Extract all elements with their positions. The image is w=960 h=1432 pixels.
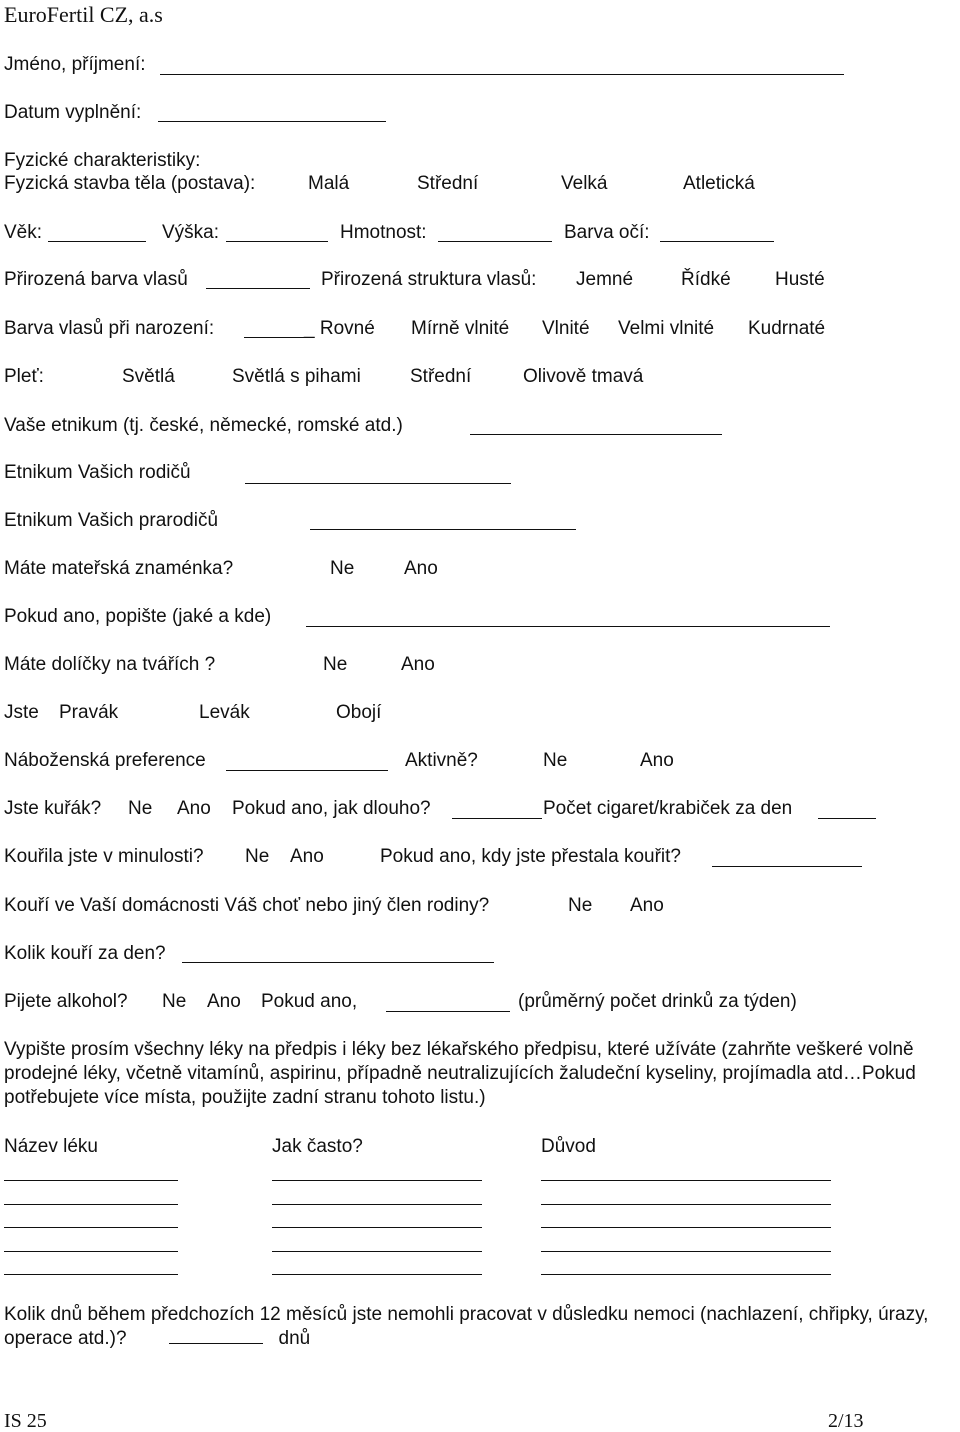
footer-code: IS 25 — [4, 1410, 47, 1432]
alcohol-no[interactable]: Ne — [162, 991, 187, 1012]
how-long-field[interactable] — [452, 818, 542, 819]
weight-field[interactable] — [438, 241, 552, 242]
meds-header-name: Název léku — [4, 1136, 98, 1157]
dimples-label: Máte dolíčky na tvářích ? — [4, 654, 216, 675]
hair-option-thick[interactable]: Husté — [775, 269, 825, 290]
hand-option-both[interactable]: Obojí — [336, 702, 382, 723]
sick-days-text: Kolik dnů během předchozích 12 měsíců jste nemohli pracovat v důsledku nemoci (nachlazení, chřipky, úrazy, operace atd.)? — [4, 1304, 929, 1349]
skin-option-medium[interactable]: Střední — [410, 366, 472, 387]
meds-row-5-frequency-field[interactable] — [272, 1274, 482, 1275]
meds-header-frequency: Jak často? — [272, 1136, 363, 1157]
smoker-no[interactable]: Ne — [128, 798, 153, 819]
meds-row-3-frequency-field[interactable] — [272, 1227, 482, 1228]
meds-header-reason: Důvod — [541, 1136, 596, 1157]
birth-hair-option-straight[interactable]: _ Rovné — [304, 318, 375, 339]
cigarettes-field[interactable] — [818, 818, 876, 819]
hand-option-right[interactable]: Pravák — [59, 702, 119, 723]
meds-row-1-reason-field[interactable] — [541, 1180, 831, 1181]
name-label: Jméno, příjmení: — [4, 54, 146, 75]
age-label: Věk: — [4, 222, 43, 243]
alcohol-avg-label: (průměrný počet drinků za týden) — [518, 991, 797, 1012]
ethnic-grandparents-field[interactable] — [310, 529, 576, 530]
active-label: Aktivně? — [405, 750, 478, 771]
ethnic-parents-field[interactable] — [245, 483, 511, 484]
moles-label: Máte mateřská znaménka? — [4, 558, 234, 579]
religion-field[interactable] — [226, 770, 388, 771]
build-option-large[interactable]: Velká — [561, 173, 608, 194]
eye-field[interactable] — [660, 241, 774, 242]
quit-label: Pokud ano, kdy jste přestala kouřit? — [380, 846, 682, 867]
smoker-yes[interactable]: Ano — [177, 798, 211, 819]
phys-heading: Fyzické charakteristiky: — [4, 150, 201, 171]
hair-color-label: Přirozená barva vlasů — [4, 269, 188, 290]
hair-option-fine[interactable]: Jemné — [576, 269, 634, 290]
meds-row-4-frequency-field[interactable] — [272, 1251, 482, 1252]
meds-row-5-reason-field[interactable] — [541, 1274, 831, 1275]
alcohol-field[interactable] — [386, 1011, 510, 1012]
sick-days-unit: dnů — [278, 1328, 311, 1349]
date-label: Datum vyplnění: — [4, 102, 142, 123]
build-option-athletic[interactable]: Atletická — [683, 173, 755, 194]
past-smoker-label: Kouřila jste v minulosti? — [4, 846, 204, 867]
meds-row-3-reason-field[interactable] — [541, 1227, 831, 1228]
dimples-no[interactable]: Ne — [323, 654, 348, 675]
birth-hair-option-curly[interactable]: Kudrnaté — [748, 318, 826, 339]
meds-instructions: Vypište prosím všechny léky na předpis i léky bez lékařského předpisu, které užíváte (zahrňte veškeré volně prodejné léky, včetně vitamínů, aspirinu, případně neutralizujících žaludeční kyseliny, projímadla atd…Pokud potřebujete více místa, použijte zadní stranu tohoto listu.) — [4, 1039, 916, 1108]
ethnic-grandparents-label: Etnikum Vašich prarodičů — [4, 510, 219, 531]
name-field[interactable] — [160, 74, 844, 75]
alcohol-yes[interactable]: Ano — [207, 991, 241, 1012]
hair-option-thin[interactable]: Řídké — [681, 269, 731, 290]
date-field[interactable] — [158, 121, 386, 122]
household-smoke-yes[interactable]: Ano — [630, 895, 664, 916]
cigarettes-label: Počet cigaret/krabiček za den — [543, 798, 793, 819]
sick-days-field[interactable] — [169, 1327, 263, 1344]
meds-row-3-name-field[interactable] — [4, 1227, 178, 1228]
height-label: Výška: — [162, 222, 220, 243]
household-smoke-no[interactable]: Ne — [568, 895, 593, 916]
religion-label: Náboženská preference — [4, 750, 206, 771]
active-yes[interactable]: Ano — [640, 750, 674, 771]
how-many-field[interactable] — [182, 962, 494, 963]
meds-row-1-frequency-field[interactable] — [272, 1180, 482, 1181]
meds-row-2-frequency-field[interactable] — [272, 1204, 482, 1205]
height-field[interactable] — [226, 241, 328, 242]
meds-row-4-reason-field[interactable] — [541, 1251, 831, 1252]
moles-yes[interactable]: Ano — [404, 558, 438, 579]
weight-label: Hmotnost: — [340, 222, 427, 243]
how-long-label: Pokud ano, jak dlouho? — [232, 798, 431, 819]
moles-no[interactable]: Ne — [330, 558, 355, 579]
ethnic-label: Vaše etnikum (tj. české, německé, romské atd.) — [4, 415, 403, 436]
meds-row-2-reason-field[interactable] — [541, 1204, 831, 1205]
describe-field[interactable] — [306, 626, 830, 627]
dimples-yes[interactable]: Ano — [401, 654, 435, 675]
build-option-medium[interactable]: Střední — [417, 173, 479, 194]
smoker-label: Jste kuřák? — [4, 798, 102, 819]
alcohol-if-label: Pokud ano, — [261, 991, 358, 1012]
meds-row-4-name-field[interactable] — [4, 1251, 178, 1252]
company-name: EuroFertil CZ, a.s — [4, 2, 163, 27]
household-smoke-label: Kouří ve Vaší domácnosti Váš choť nebo jiný člen rodiny? — [4, 895, 490, 916]
hair-structure-label: Přirozená struktura vlasů: — [321, 269, 537, 290]
alcohol-label: Pijete alkohol? — [4, 991, 128, 1012]
birth-hair-option-wavy[interactable]: Vlnité — [542, 318, 590, 339]
skin-option-olive[interactable]: Olivově tmavá — [523, 366, 644, 387]
ethnic-field[interactable] — [470, 434, 722, 435]
build-label: Fyzická stavba těla (postava): — [4, 173, 256, 194]
past-smoker-no[interactable]: Ne — [245, 846, 270, 867]
birth-hair-label: Barva vlasů při narození: — [4, 318, 215, 339]
sick-days-question — [4, 1303, 960, 1351]
birth-hair-option-very-wavy[interactable]: Velmi vlnité — [618, 318, 715, 339]
hair-color-field[interactable] — [206, 288, 310, 289]
skin-option-light[interactable]: Světlá — [122, 366, 175, 387]
age-field[interactable] — [48, 241, 146, 242]
describe-label: Pokud ano, popište (jaké a kde) — [4, 606, 272, 627]
hand-label: Jste — [4, 702, 39, 723]
meds-row-5-name-field[interactable] — [4, 1274, 178, 1275]
quit-field[interactable] — [712, 866, 862, 867]
footer-page-number: 2/13 — [828, 1410, 864, 1432]
past-smoker-yes[interactable]: Ano — [290, 846, 324, 867]
birth-hair-field[interactable] — [244, 337, 304, 338]
meds-row-2-name-field[interactable] — [4, 1204, 178, 1205]
meds-row-1-name-field[interactable] — [4, 1180, 178, 1181]
skin-option-freckled[interactable]: Světlá s pihami — [232, 366, 361, 387]
build-option-small[interactable]: Malá — [308, 173, 350, 194]
skin-label: Pleť: — [4, 366, 44, 387]
hand-option-left[interactable]: Levák — [199, 702, 250, 723]
active-no[interactable]: Ne — [543, 750, 568, 771]
ethnic-parents-label: Etnikum Vašich rodičů — [4, 462, 191, 483]
how-many-label: Kolik kouří za den? — [4, 943, 166, 964]
eye-label: Barva očí: — [564, 222, 650, 243]
birth-hair-option-slightly-wavy[interactable]: Mírně vlnité — [411, 318, 510, 339]
